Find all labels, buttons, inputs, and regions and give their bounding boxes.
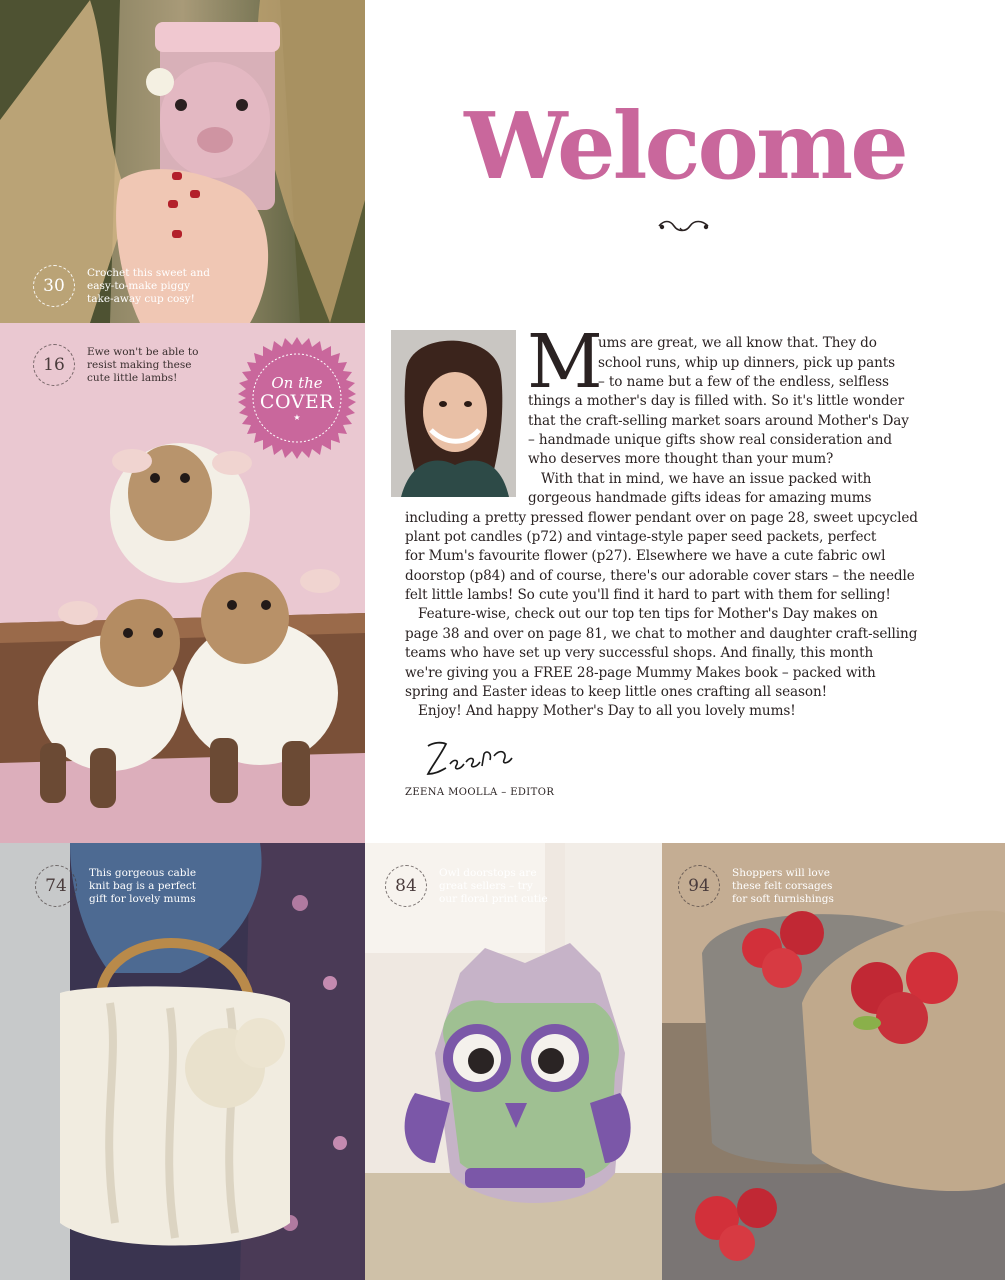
on-the-cover-sticker bbox=[236, 337, 358, 459]
editorial-line: – handmade unique gifts show real consideration and bbox=[528, 432, 892, 448]
owl-doorstop-photo bbox=[365, 843, 662, 1280]
editorial-line: Feature-wise, check out our top ten tips for Mother's Day makes on bbox=[418, 606, 878, 622]
editorial-line: for Mum's favourite flower (p27). Elsewhere we have a cute fabric owl bbox=[405, 548, 886, 564]
caption-page-84 bbox=[385, 865, 548, 907]
editorial-line: plant pot candles (p72) and vintage-style paper seed packets, perfect bbox=[405, 529, 877, 545]
caption-page-16 bbox=[33, 344, 198, 386]
cable-knit-bag-photo bbox=[0, 843, 365, 1280]
editor-signature bbox=[424, 738, 514, 780]
editorial-line: felt little lambs! So cute you'll find it hard to part with them for selling! bbox=[405, 587, 891, 603]
page-number-badge: 30 bbox=[33, 265, 75, 307]
editorial-line: page 38 and over on page 81, we chat to mother and daughter craft-selling bbox=[405, 626, 918, 642]
caption-page-74 bbox=[35, 865, 196, 907]
editor-portrait bbox=[391, 330, 516, 497]
drop-cap: M bbox=[527, 319, 603, 405]
editorial-line: With that in mind, we have an issue packed with bbox=[541, 471, 872, 487]
sticker-line-cover: COVER bbox=[259, 390, 335, 413]
editorial-line: gorgeous handmade gifts ideas for amazing mums bbox=[528, 490, 872, 506]
page-number-badge: 16 bbox=[33, 344, 75, 386]
page-number-badge: 74 bbox=[35, 865, 77, 907]
editorial-line: we're giving you a FREE 28-page Mummy Makes book – packed with bbox=[405, 665, 876, 681]
page-title: Welcome bbox=[464, 92, 906, 200]
editorial-line: Enjoy! And happy Mother's Day to all you lovely mums! bbox=[418, 703, 796, 719]
editorial-line: school runs, whip up dinners, pick up pants bbox=[598, 355, 895, 371]
photo-caption: Crochet this sweet and easy-to-make piggy take-away cup cosy! bbox=[87, 267, 210, 305]
photo-caption: This gorgeous cable knit bag is a perfect gift for lovely mums bbox=[89, 867, 197, 905]
caption-page-30 bbox=[33, 265, 210, 307]
page-number-badge: 94 bbox=[678, 865, 720, 907]
page-number-badge: 84 bbox=[385, 865, 427, 907]
editorial-line: things a mother's day is filled with. So it's little wonder bbox=[528, 393, 904, 409]
sticker-line-on-the: On the bbox=[271, 373, 323, 392]
felt-corsages-photo bbox=[662, 843, 1005, 1280]
editorial-line: teams who have set up very successful shops. And finally, this month bbox=[405, 645, 874, 661]
star-icon: ★ bbox=[293, 412, 301, 422]
editorial-line: who deserves more thought than your mum? bbox=[528, 451, 834, 467]
editorial-line: doorstop (p84) and of course, there's our adorable cover stars – the needle bbox=[405, 568, 915, 584]
flourish-ornament-icon bbox=[656, 218, 712, 234]
editorial-line: – to name but a few of the endless, selfless bbox=[598, 374, 889, 390]
editorial-line: spring and Easter ideas to keep little ones crafting all season! bbox=[405, 684, 828, 700]
editor-credit: ZEENA MOOLLA – EDITOR bbox=[405, 787, 555, 798]
photo-caption: Shoppers will love these felt corsages for soft furnishings bbox=[732, 867, 834, 905]
photo-caption: Owl doorstops are great sellers – try our floral print cutie bbox=[439, 867, 548, 905]
photo-caption: Ewe won't be able to resist making these cute little lambs! bbox=[87, 346, 199, 384]
editorial-line: ums are great, we all know that. They do bbox=[598, 335, 877, 351]
editorial-line: that the craft-selling market soars around Mother's Day bbox=[528, 413, 909, 429]
editorial-line: including a pretty pressed flower pendant over on page 28, sweet upcycled bbox=[405, 510, 918, 526]
caption-page-94 bbox=[678, 865, 834, 907]
